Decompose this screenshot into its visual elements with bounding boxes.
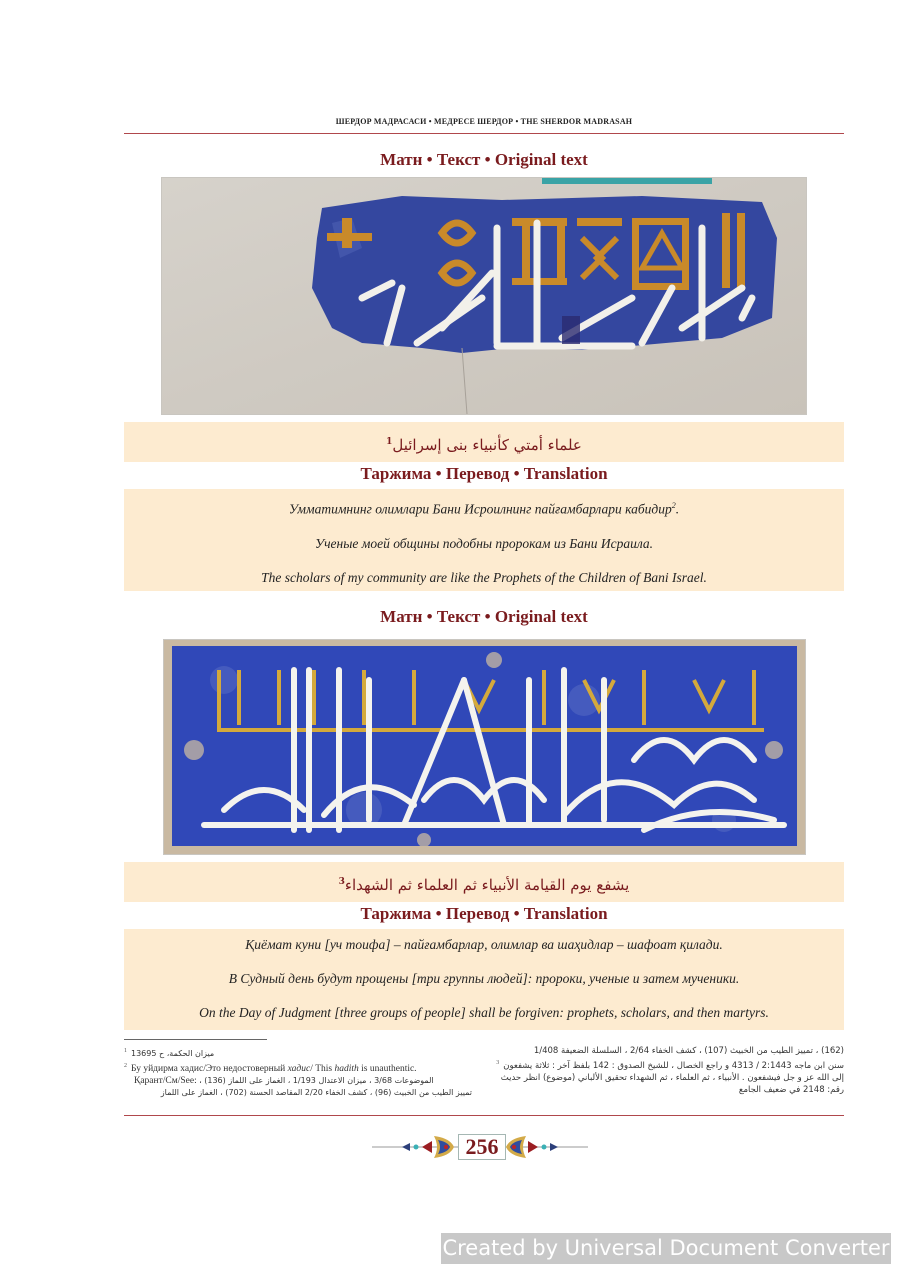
- footnotes-right-column: [496, 1045, 844, 1096]
- footnotes-left-column: [124, 1045, 472, 1099]
- converter-watermark: Created by Universal Document Converter: [441, 1233, 891, 1264]
- right-flourish: [506, 1136, 558, 1158]
- original-text-heading-1: Матн • Текст • Original text: [380, 150, 588, 169]
- footnote-1: $^1$ ميزان الحكمة، ح 13695: [124, 1048, 215, 1059]
- footnote-3: $^3$ سنن ابن ماجه 2:1443 / 4313 و راجع الخصال ، للشيخ الصدوق : 142 بلفظ آخر : ثلاثة يشفعون إلى الله عز و جل فيشفعون . الأنبياء ، ثم العلماء ، ثم الشهداء تحقيق الألباني (موضوع) انظر حديث رقم: 2148 في ضعيف الجامع: [496, 1060, 844, 1096]
- footnote-2-continued: (162) ، تمييز الطيب من الخبيث (107) ، كشف الخفاء 2/64 ، السلسلة الضعيفة 1/408: [533, 1046, 844, 1056]
- footnote-divider: [124, 1039, 267, 1040]
- translation-english-2: On the Day of Judgment [three groups of people] shall be forgiven: prophets, scholars, and then martyrs.: [199, 1005, 769, 1020]
- tile-mosaic-image-2: [164, 640, 805, 854]
- footnote-ref-3[interactable]: 3: [338, 877, 345, 887]
- translation-box-1: [124, 489, 844, 591]
- left-flourish: [402, 1136, 454, 1158]
- footnote-2: $^2$ Бу уйдирма хадис/Это недостоверный хадис/ This hadith is unauthentic. Қарант/См/See: الموضوعات 3/68 ، ميزان الاعتدال 1/193 ، الغماز على اللماز (136) ، تمييز الطيب من الخبيث (96) ، كشف الخفاء 2/20 المقاصد الحسنة (702) ، الغماز على اللماز: [124, 1063, 472, 1098]
- arabic-text-box-1: [124, 422, 844, 462]
- translation-russian-1: Ученые моей общины подобны пророкам из Бани Исраила.: [314, 535, 653, 551]
- footer-divider: [124, 1115, 844, 1116]
- arabic-text-box-2: [124, 862, 844, 902]
- running-head: ШЕРДОР МАДРАСАСИ • МЕДРЕСЕ ШЕРДОР • THE SHERDOR MADRASAH: [335, 117, 633, 126]
- footnote-ref-2[interactable]: 2: [671, 501, 676, 510]
- translation-uzbek-2: Қиёмат куни [уч тоифа] – пайғамбарлар, олимлар ва шаҳидлар – шафоат қилади.: [245, 937, 723, 952]
- translation-uzbek-1: Умматимнинг олимлари Бани Исроилнинг пайғамбарлари кабидир$^2$.: [288, 501, 680, 517]
- page-number: 256: [458, 1134, 506, 1160]
- original-text-heading-2: Матн • Текст • Original text: [380, 607, 588, 626]
- arabic-hadith-2: $^3$يشفع يوم القيامة الأنبياء ثم العلماء ثم الشهداء: [338, 876, 630, 894]
- header-divider: [124, 133, 844, 134]
- inscription-photo-2: [163, 639, 806, 855]
- translation-heading-2: Таржима • Перевод • Translation: [360, 904, 608, 923]
- footnote-ref-1[interactable]: 1: [386, 437, 393, 447]
- inscription-photo-1: [161, 177, 807, 415]
- arabic-hadith-1: $^1$علماء أمتي كأنبياء بنى إسرائيل: [386, 436, 582, 454]
- translation-russian-2: В Судный день будут прощены [три группы людей]: пророки, ученые и затем мученики.: [228, 971, 740, 986]
- translation-english-1: The scholars of my community are like the Prophets of the Children of Bani Israel.: [261, 569, 707, 585]
- translation-box-2: [124, 929, 844, 1030]
- translation-heading-1: Таржима • Перевод • Translation: [360, 464, 608, 483]
- tile-mosaic-image-1: [162, 178, 806, 414]
